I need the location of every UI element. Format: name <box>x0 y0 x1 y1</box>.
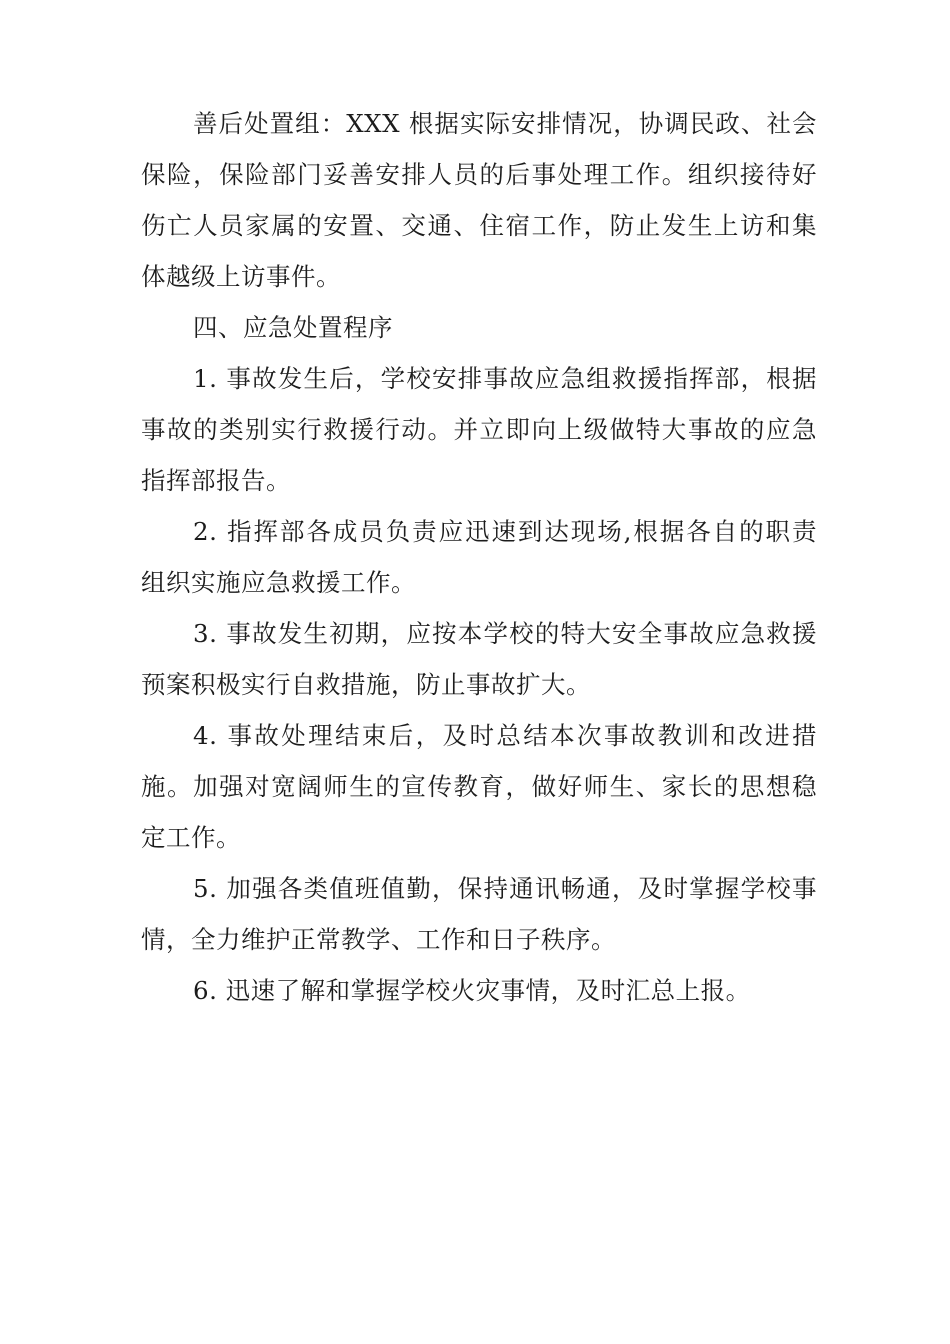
procedure-item-2: 2. 指挥部各成员负责应迅速到达现场,根据各自的职责 组织实施应急救援工作。 <box>141 517 817 597</box>
procedure-item-4: 4. 事故处理结束后，及时总结本次事故教训和改进措施。加强对宽阔师生的宣传教育，做好师生、家长的思想稳 定工作。 <box>141 721 817 852</box>
procedure-item-5: 5. 加强各类值班值勤，保持通讯畅通，及时掌握学校事情，全力维护正常教学、工作和日子秩序。 <box>141 874 817 954</box>
section-heading-emergency-procedure: 四、应急处置程序 <box>193 313 393 342</box>
procedure-item-3: 3. 事故发生初期，应按本学校的特大安全事故应急救援预案积极实行自救措施，防止事故扩大。 <box>141 619 817 699</box>
paragraph-aftermath-group: 善后处置组：XXX 根据实际安排情况，协调民政、社会 保险，保险部门妥善安排人员的后事处理工作。组织接待好 伤亡人员家属的安置、交通、住宿工作，防止发生上访和集 体越级上访事件。 <box>141 109 817 291</box>
procedure-item-1: 1. 事故发生后，学校安排事故应急组救援指挥部，根据事故的类别实行救援行动。并立即向上级做特大事故的应急 指挥部报告。 <box>141 364 817 495</box>
document-body <box>141 98 817 1016</box>
procedure-item-6: 6. 迅速了解和掌握学校火灾事情，及时汇总上报。 <box>193 976 751 1005</box>
